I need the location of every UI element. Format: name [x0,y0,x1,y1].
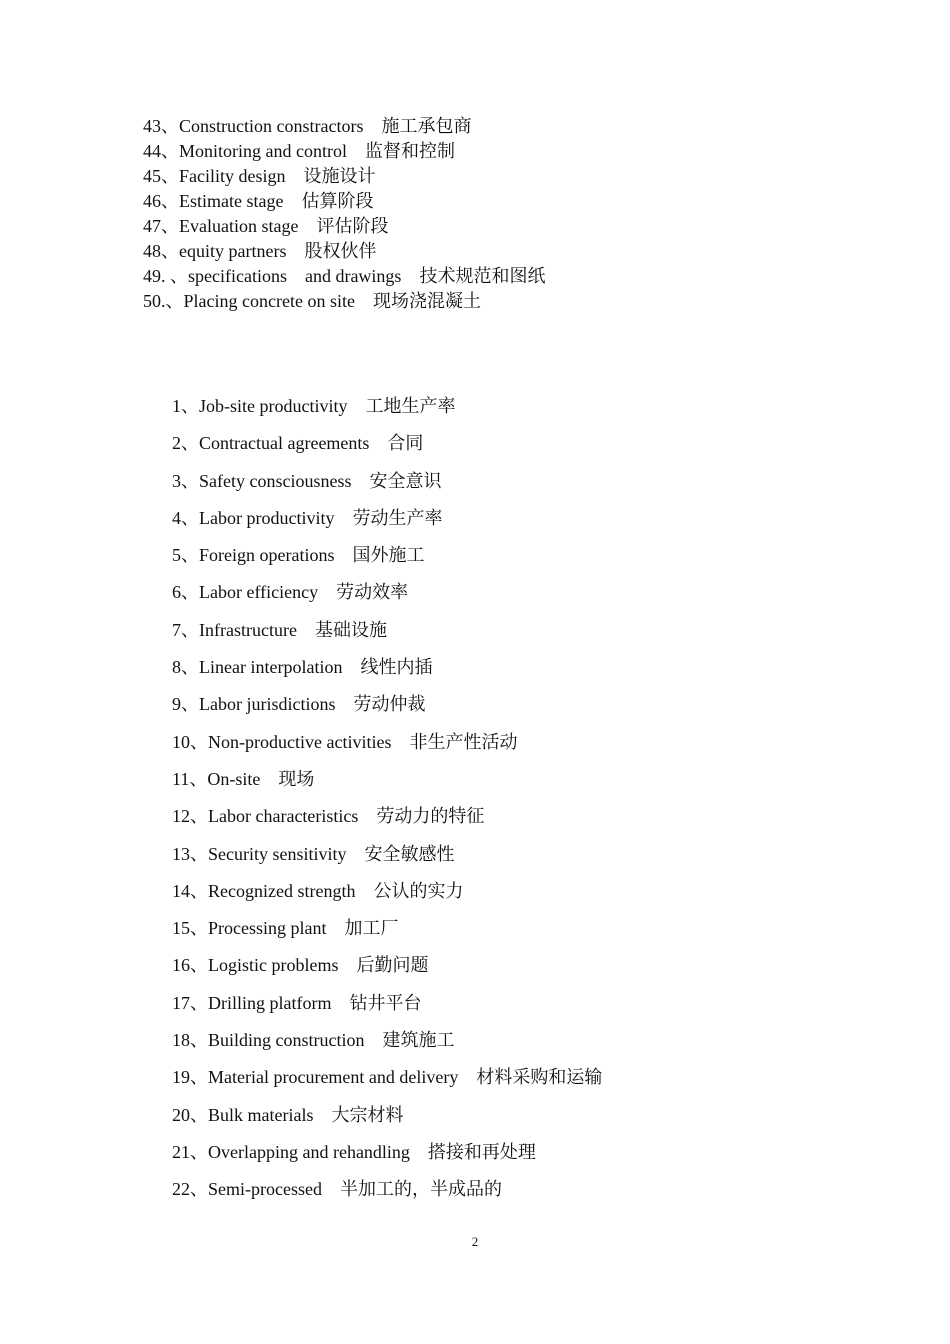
list-item: 4、Labor productivity 劳动生产率 [172,507,443,528]
list-item: 44、Monitoring and control 监督和控制 [143,141,455,161]
list-item: 11、On-site 现场 [172,768,315,789]
list-item: 45、Facility design 设施设计 [143,166,376,186]
list-item: 19、Material procurement and delivery 材料采购和运输 [172,1067,603,1088]
list-item: 21、Overlapping and rehandling 搭接和再处理 [172,1141,536,1162]
page-number: 2 [471,1234,479,1249]
list-item: 16、Logistic problems 后勤问题 [172,955,429,976]
list-item: 48、equity partners 股权伙伴 [143,241,377,261]
list-item: 5、Foreign operations 国外施工 [172,545,425,566]
list-item: 1、Job-site productivity 工地生产率 [172,396,456,416]
list-item: 47、Evaluation stage 评估阶段 [143,216,389,236]
list-item: 2、Contractual agreements 合同 [172,433,424,454]
list-item: 8、Linear interpolation 线性内插 [172,657,433,678]
vocabulary-list-continued [143,114,545,314]
list-item: 50.、Placing concrete on site 现场浇混凝土 [143,291,481,311]
list-item: 7、Infrastructure 基础设施 [172,619,387,640]
list-item: 10、Non-productive activities 非生产性活动 [172,731,518,752]
list-item: 49. 、specifications and drawings 技术规范和图纸 [143,266,546,286]
list-item: 12、Labor characteristics 劳动力的特征 [172,806,485,827]
list-item: 43、Construction constractors 施工承包商 [143,116,472,136]
list-item: 17、Drilling platform 钻井平台 [172,992,422,1013]
list-item: 9、Labor jurisdictions 劳动仲裁 [172,694,426,715]
list-item: 18、Building construction 建筑施工 [172,1030,455,1051]
vocabulary-list-new [172,393,602,1214]
list-item: 15、Processing plant 加工厂 [172,918,399,939]
list-item: 46、Estimate stage 估算阶段 [143,191,374,211]
list-item: 6、Labor efficiency 劳动效率 [172,582,409,603]
list-item: 14、Recognized strength 公认的实力 [172,880,464,901]
list-item: 3、Safety consciousness 安全意识 [172,470,442,491]
list-item: 20、Bulk materials 大宗材料 [172,1104,404,1125]
list-item: 22、Semi-processed 半加工的，半成品的 [172,1179,502,1200]
list-item: 13、Security sensitivity 安全敏感性 [172,843,455,864]
